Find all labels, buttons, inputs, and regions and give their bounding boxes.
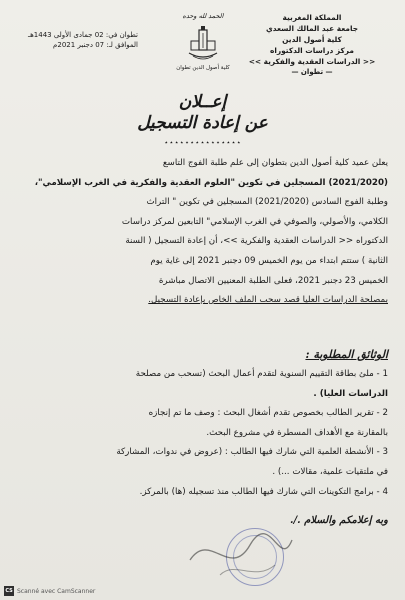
header-line-city: — تطوان — — [291, 68, 333, 76]
doc-item-4: 4 - برامج التكوينات التي شارك فيها الطالب منذ تسجيله (ها) بالمركز. — [139, 486, 388, 497]
doc-item-1: 1 - ملئ بطاقة التقييم السنوية لتقدم أعمال البحث (تسحب من مصلحة — [135, 369, 388, 379]
required-documents — [20, 345, 388, 502]
title-announcement: إعــلان — [178, 92, 227, 112]
header-line-center: مركز دراسات الدكتوراه — [270, 46, 354, 55]
body-line-4: الكلامي، والأصولي، والصوفي في الغرب الإسلامي" التابعين لمركز دراسات — [121, 216, 388, 227]
doc-item-3: 3 - الأنشطة العلمية التي شارك فيها الطالب : (عروض في ندوات، المشاركة — [116, 447, 388, 458]
announcement-body — [20, 154, 388, 311]
hijri-date: تطوان في: 02 جمادى الأولى 1443هـ — [28, 31, 138, 39]
body-line-1: يعلن عميد كلية أصول الدين بتطوان إلى علم طلبة الفوج التاسع — [162, 158, 388, 168]
title-reregistration: عن إعادة التسجيل — [137, 113, 268, 133]
institution-header — [237, 12, 387, 78]
header-line-kingdom: المملكة المغربية — [282, 13, 342, 22]
closing-line: وبه إعلامكم والسلام ./. — [289, 515, 388, 526]
body-line-5: الدكتوراه << الدراسات العقدية والفكرية >>، أن إعادة التسجيل ( السنة — [125, 236, 388, 247]
doc-item-3-cont: في ملتقيات علمية، مقالات ...) . — [272, 466, 388, 477]
body-line-2: (2021/2020) المسجلين في تكوين "العلوم العقدية والفكرية في الغرب الإسلامي"، — [34, 177, 388, 188]
doc-item-2: 2 - تقرير الطالب بخصوص تقدم أشغال البحث : وصف ما تم إنجازه — [148, 408, 388, 419]
scanner-label: Scanné avec CamScanner — [17, 587, 96, 595]
scanner-watermark — [4, 586, 95, 596]
doc-item-1-cont: الدراسات العليا) . — [313, 388, 388, 399]
doc-item-2-cont: بالمقارنة مع الأهداف المسطرة في مشروع البحث. — [206, 427, 388, 438]
header-line-studies: << الدراسات العقدية والفكرية >> — [248, 57, 376, 66]
body-line-6: الثانية ) ستتم ابتداء من يوم الخميس 09 دجنبر 2021 إلى غاية يوم — [150, 255, 388, 266]
gregorian-date: الموافق لـ: 07 دجنبر 2021م — [53, 41, 138, 49]
body-line-3: وطلبة الفوج السادس (2021/2020) المسجلين في تكوين " التراث — [146, 197, 388, 208]
required-documents-title: الوثائق المطلوبة : — [305, 348, 388, 361]
header-line-faculty: كلية أصول الدين — [282, 35, 342, 44]
faculty-logo-icon — [185, 23, 221, 63]
signature-icon — [180, 520, 300, 590]
body-line-7: الخميس 23 دجنبر 2021، فعلى الطلبة المعنيين الاتصال مباشرة — [158, 275, 388, 286]
header-line-university: جامعة عبد المالك السعدي — [265, 24, 359, 33]
camscanner-icon: CS — [5, 588, 13, 594]
decorative-stars: ٭ ٭ ٭ ٭ ٭ ٭ ٭ ٭ ٭ ٭ ٭ ٭ ٭ ٭ ٭ — [164, 139, 241, 146]
date-block — [18, 30, 138, 50]
body-line-8: بمصلحة الدراسات العليا قصد سحب الملف الخاص بإعادة التسجيل. — [148, 295, 388, 306]
logo-caption: كلية أصول الدين تطوان — [176, 65, 230, 71]
basmala-text: الحمد لله وحده — [182, 12, 224, 20]
header-logo-block — [168, 12, 238, 72]
announcement-title — [0, 92, 405, 148]
